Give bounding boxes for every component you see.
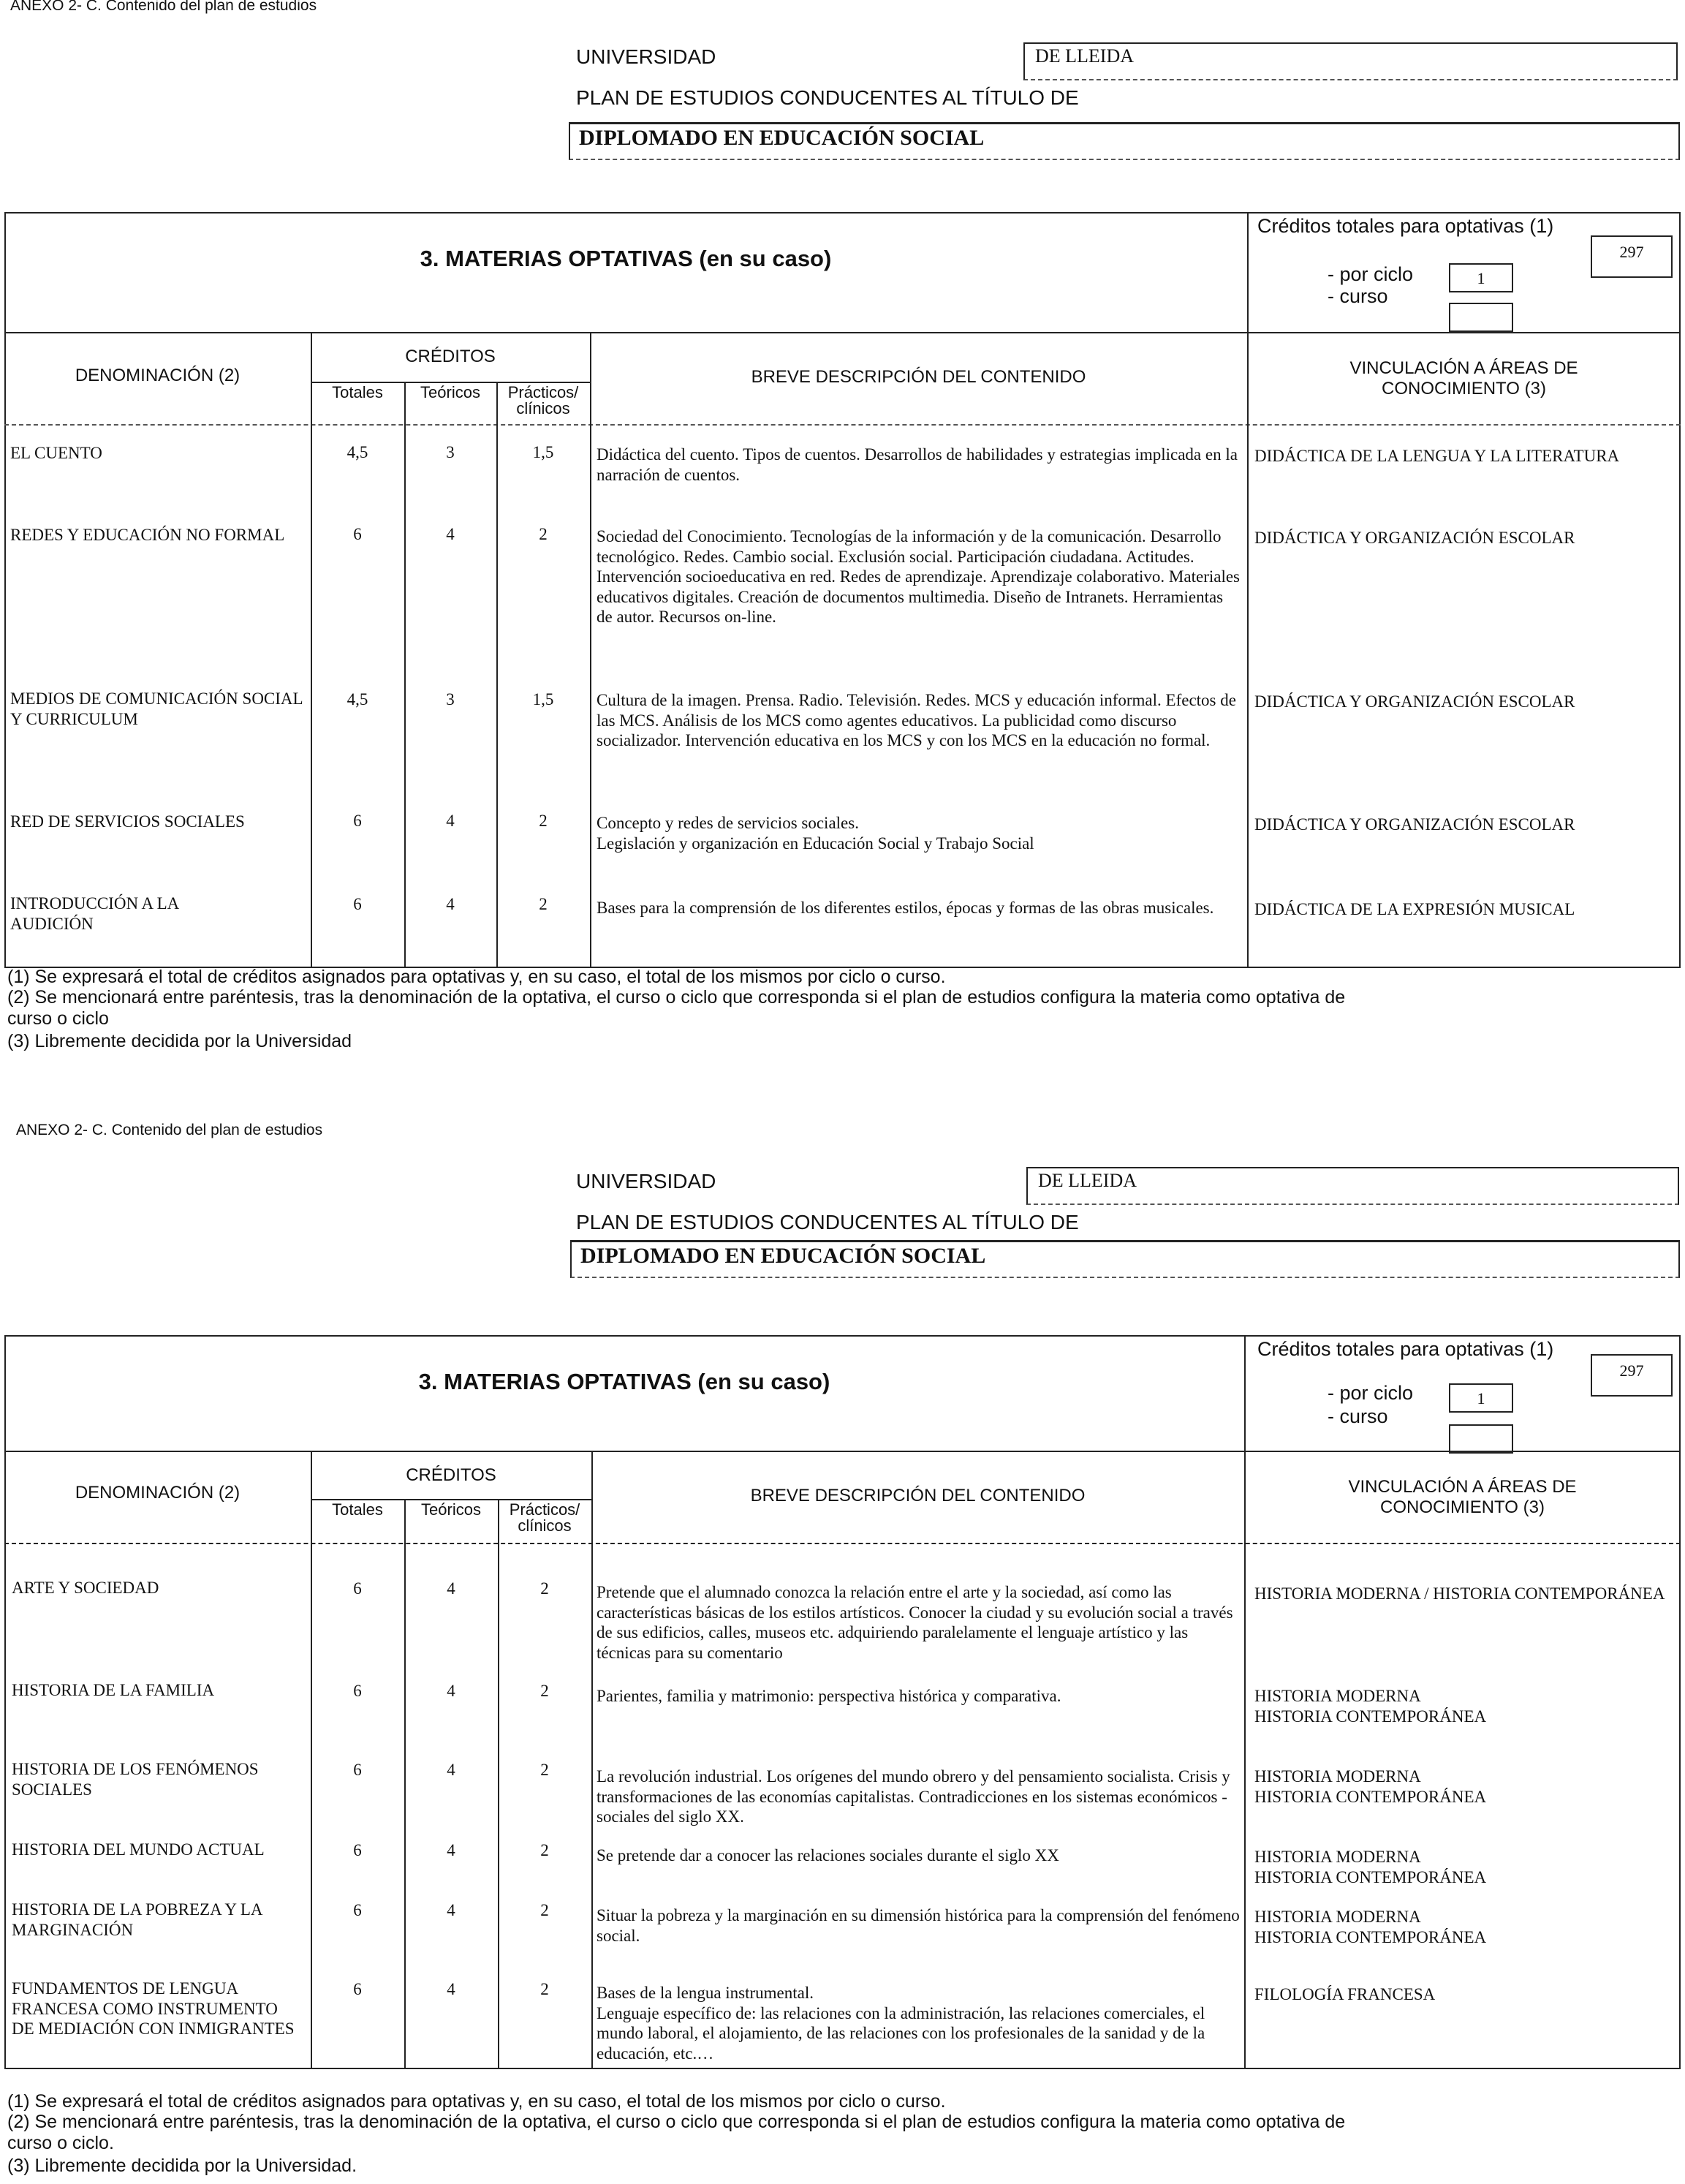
subject-description: Pretende que el alumnado conozca la relación entre el arte y la sociedad, así como las características básicas de los estilos artísticos. Conocer la ciudad y su evolución social a través de sus edificios, calles, museos etc. adquiriendo paralelamente el lenguaje artístico y las técnicas para su comentario: [597, 1583, 1233, 1662]
footnote-2: (2) Se mencionará entre paréntesis, tras la denominación de la optativa, el curso o ciclo que corresponda si el plan de estudios configura la materia como optativa de curso o ciclo: [7, 987, 1346, 1029]
annex-title: ANEXO 2- C. Contenido del plan de estudios: [16, 1122, 323, 1138]
header-totales: Totales: [332, 1500, 383, 1519]
credits-practice: 2: [539, 812, 548, 830]
knowledge-area: DIDÁCTICA Y ORGANIZACIÓN ESCOLAR: [1254, 529, 1575, 547]
credits-practice: 2: [539, 895, 548, 913]
credits-practice: 2: [540, 1682, 549, 1700]
per-course-label: - curso: [1328, 285, 1388, 307]
credits-total: 6: [353, 812, 362, 830]
footnote-3: (3) Libremente decidida por la Universidad: [7, 1031, 352, 1051]
subject-name: HISTORIA DE LOS FENÓMENOS SOCIALES: [12, 1760, 259, 1799]
credits-theory: 4: [447, 1980, 455, 1998]
footnote-1: (1) Se expresará el total de créditos asignados para optativas y, en su caso, el total de los mismos por ciclo o curso.: [7, 2091, 946, 2112]
total-credits-label: Créditos totales para optativas (1): [1257, 215, 1554, 237]
credits-total: 6: [353, 1980, 362, 1998]
credits-total: 6: [353, 1579, 362, 1598]
table-divider: [4, 332, 1681, 333]
subject-name: ARTE Y SOCIEDAD: [12, 1579, 159, 1597]
university-field: DE LLEIDA: [1026, 1167, 1679, 1205]
knowledge-area: DIDÁCTICA Y ORGANIZACIÓN ESCOLAR: [1254, 815, 1575, 834]
credits-total: 6: [353, 1901, 362, 1919]
credits-total: 4,5: [347, 443, 368, 461]
header-teoricos: Teóricos: [421, 1500, 481, 1519]
annex-title: ANEXO 2- C. Contenido del plan de estudios: [10, 0, 317, 14]
table-divider: [590, 332, 591, 968]
total-credits-box: 297: [1591, 1354, 1673, 1397]
credits-theory: 4: [446, 525, 455, 543]
university-label: UNIVERSIDAD: [576, 45, 716, 68]
credits-theory: 4: [447, 1682, 455, 1700]
header-denominacion: DENOMINACIÓN (2): [75, 366, 241, 385]
subject-description: Situar la pobreza y la marginación en su dimensión histórica para la comprensión del fenómeno social.: [597, 1906, 1240, 1945]
footnote-2: (2) Se mencionará entre paréntesis, tras la denominación de la optativa, el curso o ciclo que corresponda si el plan de estudios configura la materia como optativa de curso o ciclo.: [7, 2112, 1346, 2153]
knowledge-area: DIDÁCTICA DE LA EXPRESIÓN MUSICAL: [1254, 900, 1575, 918]
credits-practice: 2: [539, 525, 548, 543]
table-divider: [4, 424, 1681, 426]
subject-description: La revolución industrial. Los orígenes del mundo obrero y del pensamiento socialista. Crisis y transformaciones de las economías capitalistas. Contradicciones en los sistemas económicos - sociales del siglo XX.: [597, 1767, 1230, 1826]
subject-name: FUNDAMENTOS DE LENGUA FRANCESA COMO INSTRUMENTO DE MEDIACIÓN CON INMIGRANTES: [12, 1979, 295, 2038]
header-practicos-line2: clínicos: [518, 1516, 572, 1535]
subject-description: Cultura de la imagen. Prensa. Radio. Televisión. Redes. MCS y educación informal. Efectos de las MCS. Análisis de los MCS como agentes educativos. La publicidad como discurso socializador. Intervención educativa en los MCS y con los MCS en la educación no formal.: [597, 691, 1236, 750]
credits-total: 6: [353, 525, 362, 543]
credits-total: 4,5: [347, 690, 368, 709]
credits-total: 6: [353, 1841, 362, 1859]
degree-title: DIPLOMADO EN EDUCACIÓN SOCIAL: [569, 122, 1680, 160]
footnote-3: (3) Libremente decidida por la Universidad.: [7, 2155, 357, 2176]
table-divider: [591, 1451, 593, 2069]
subject-description: Se pretende dar a conocer las relaciones sociales durante el siglo XX: [597, 1846, 1059, 1864]
per-course-box: [1449, 1424, 1513, 1454]
header-descripcion: BREVE DESCRIPCIÓN DEL CONTENIDO: [751, 367, 1086, 387]
credits-practice: 2: [540, 1980, 549, 1998]
subject-description: Parientes, familia y matrimonio: perspectiva histórica y comparativa.: [597, 1687, 1061, 1705]
header-vinculacion-line2: CONOCIMIENTO (3): [1380, 1497, 1545, 1517]
header-practicos: [496, 385, 590, 417]
header-practicos-line2: clínicos: [516, 399, 570, 417]
credits-theory: 3: [446, 443, 455, 461]
credits-practice: 2: [540, 1901, 549, 1919]
section-title: 3. MATERIAS OPTATIVAS (en su caso): [418, 1369, 830, 1394]
header-practicos: [498, 1502, 591, 1534]
table-divider: [4, 1451, 1681, 1452]
table-divider: [1247, 212, 1249, 968]
header-practicos-line1: Prácticos/: [509, 1500, 580, 1519]
credits-theory: 4: [446, 895, 455, 913]
header-creditos: CRÉDITOS: [405, 347, 496, 366]
subject-name: INTRODUCCIÓN A LA AUDICIÓN: [10, 894, 179, 933]
footnote-1: (1) Se expresará el total de créditos asignados para optativas y, en su caso, el total de los mismos por ciclo o curso.: [7, 967, 946, 987]
knowledge-area: HISTORIA MODERNA HISTORIA CONTEMPORÁNEA: [1254, 1908, 1487, 1946]
knowledge-area: HISTORIA MODERNA / HISTORIA CONTEMPORÁNEA: [1254, 1584, 1665, 1603]
credits-practice: 2: [540, 1841, 549, 1859]
header-teoricos: Teóricos: [420, 383, 480, 401]
subject-name: REDES Y EDUCACIÓN NO FORMAL: [10, 526, 285, 544]
per-course-label: - curso: [1328, 1405, 1388, 1427]
header-creditos: CRÉDITOS: [406, 1465, 496, 1485]
table-divider: [404, 382, 406, 968]
per-cycle-box: 1: [1449, 1383, 1513, 1413]
credits-theory: 4: [447, 1579, 455, 1598]
header-vinculacion: [1244, 1477, 1681, 1517]
credits-practice: 2: [540, 1579, 549, 1598]
header-totales: Totales: [332, 383, 383, 401]
subject-description: Concepto y redes de servicios sociales. Legislación y organización en Educación Social y Trabajo Social: [597, 814, 1034, 853]
header-practicos-line1: Prácticos/: [507, 383, 579, 401]
credits-theory: 4: [447, 1761, 455, 1779]
credits-total: 6: [353, 895, 362, 913]
header-vinculacion-line1: VINCULACIÓN A ÁREAS DE: [1348, 1477, 1577, 1497]
subject-description: Bases para la comprensión de los diferentes estilos, épocas y formas de las obras musicales.: [597, 899, 1214, 917]
subject-name: HISTORIA DE LA FAMILIA: [12, 1681, 215, 1699]
total-credits-box: 297: [1591, 235, 1673, 278]
header-descripcion: BREVE DESCRIPCIÓN DEL CONTENIDO: [750, 1486, 1086, 1505]
table-divider: [4, 1543, 1681, 1544]
credits-theory: 4: [447, 1901, 455, 1919]
table-divider: [1244, 1335, 1246, 2069]
table-divider: [311, 332, 312, 968]
credits-theory: 4: [447, 1841, 455, 1859]
per-cycle-label: - por ciclo: [1328, 1382, 1414, 1404]
header-vinculacion-line1: VINCULACIÓN A ÁREAS DE: [1349, 358, 1578, 378]
subject-description: Bases de la lengua instrumental. Lenguaje específico de: las relaciones con la administración, las relaciones comerciales, el mundo laboral, el alojamiento, de las relaciones con los profesionales de la sanidad y de la educación, etc.…: [597, 1984, 1205, 2063]
header-vinculacion-line2: CONOCIMIENTO (3): [1382, 378, 1546, 398]
total-credits-label: Créditos totales para optativas (1): [1257, 1338, 1554, 1360]
per-cycle-label: - por ciclo: [1328, 263, 1414, 285]
credits-practice: 1,5: [532, 443, 554, 461]
plan-label: PLAN DE ESTUDIOS CONDUCENTES AL TÍTULO DE: [576, 1211, 1079, 1233]
credits-total: 6: [353, 1682, 362, 1700]
table-divider: [496, 382, 498, 968]
university-field: DE LLEIDA: [1023, 42, 1678, 80]
knowledge-area: FILOLOGÍA FRANCESA: [1254, 1985, 1436, 2003]
university-label: UNIVERSIDAD: [576, 1170, 716, 1193]
subject-name: HISTORIA DE LA POBREZA Y LA MARGINACIÓN: [12, 1900, 262, 1939]
credits-theory: 3: [446, 690, 455, 709]
subject-name: HISTORIA DEL MUNDO ACTUAL: [12, 1840, 265, 1859]
credits-total: 6: [353, 1761, 362, 1779]
header-vinculacion: [1247, 358, 1681, 398]
subject-description: Didáctica del cuento. Tipos de cuentos. Desarrollos de habilidades y estrategias implicada en la narración de cuentos.: [597, 445, 1238, 484]
subject-name: EL CUENTO: [10, 444, 102, 462]
section-title: 3. MATERIAS OPTATIVAS (en su caso): [420, 246, 832, 271]
plan-label: PLAN DE ESTUDIOS CONDUCENTES AL TÍTULO DE: [576, 86, 1079, 109]
knowledge-area: DIDÁCTICA DE LA LENGUA Y LA LITERATURA: [1254, 447, 1620, 465]
per-course-box: [1449, 303, 1513, 332]
per-cycle-box: 1: [1449, 263, 1513, 292]
subject-name: MEDIOS DE COMUNICACIÓN SOCIAL Y CURRICULUM: [10, 689, 303, 728]
knowledge-area: HISTORIA MODERNA HISTORIA CONTEMPORÁNEA: [1254, 1767, 1487, 1806]
subject-name: RED DE SERVICIOS SOCIALES: [10, 812, 245, 831]
degree-title: DIPLOMADO EN EDUCACIÓN SOCIAL: [570, 1240, 1680, 1278]
credits-theory: 4: [446, 812, 455, 830]
subject-description: Sociedad del Conocimiento. Tecnologías de la información y de la comunicación. Desarrollo tecnológico. Redes. Cambio social. Exclusión social. Participación ciudadana. Actitudes. Intervención socioeducativa en red. Redes de aprendizaje. Aprendizaje colaborativo. Materiales educativos digitales. Creación de documentos multimedia. Diseño de Intranets. Herramientas de autor. Recursos on-line.: [597, 527, 1240, 627]
credits-practice: 2: [540, 1761, 549, 1779]
knowledge-area: HISTORIA MODERNA HISTORIA CONTEMPORÁNEA: [1254, 1848, 1487, 1886]
credits-practice: 1,5: [532, 690, 554, 709]
table-divider: [311, 1451, 312, 2069]
header-denominacion: DENOMINACIÓN (2): [75, 1483, 241, 1503]
knowledge-area: DIDÁCTICA Y ORGANIZACIÓN ESCOLAR: [1254, 692, 1575, 711]
knowledge-area: HISTORIA MODERNA HISTORIA CONTEMPORÁNEA: [1254, 1687, 1487, 1726]
